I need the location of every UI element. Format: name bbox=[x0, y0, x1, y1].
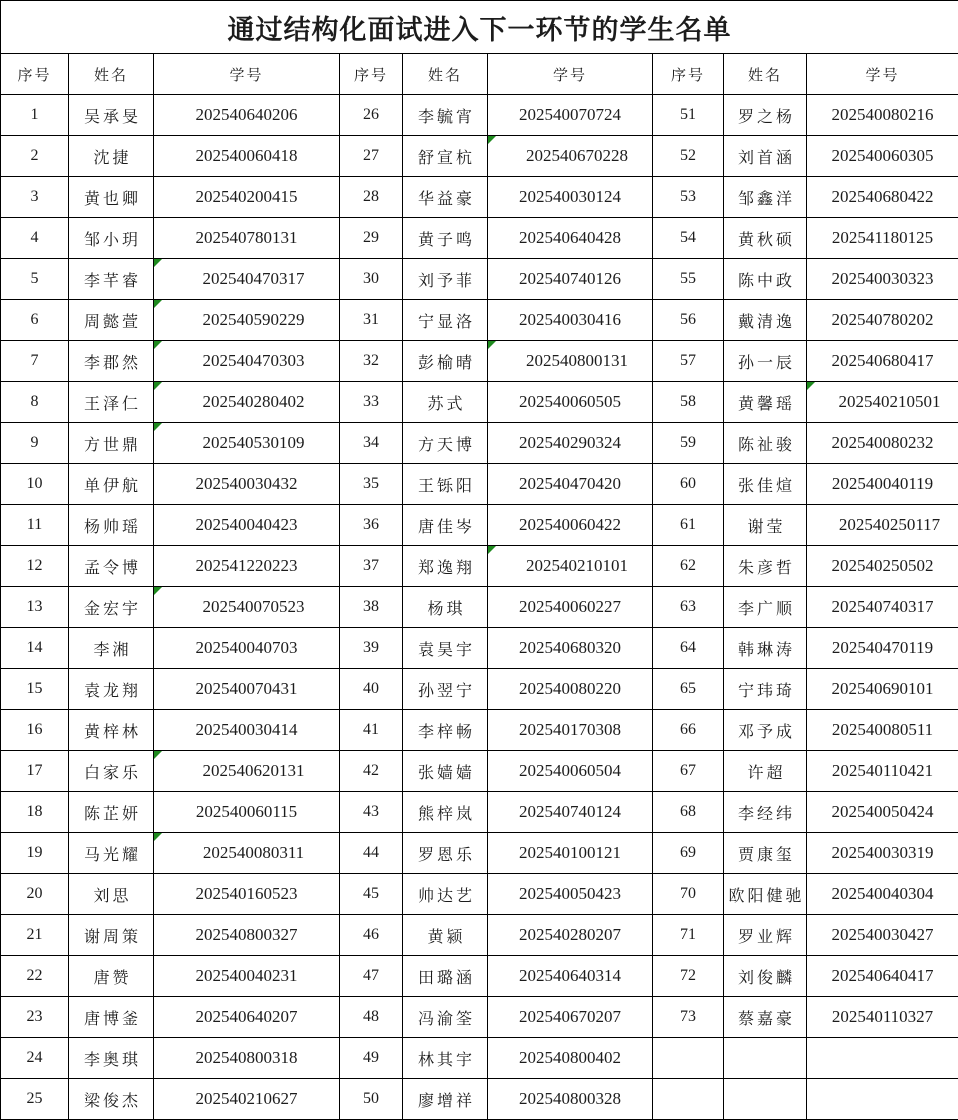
table-body bbox=[1, 95, 958, 1120]
student-name-cell: 欧阳健驰 bbox=[724, 874, 807, 915]
student-name-cell: 杨琪 bbox=[403, 587, 488, 628]
serial-number-cell: 48 bbox=[340, 997, 403, 1038]
serial-number-cell: 39 bbox=[340, 628, 403, 669]
student-id-cell: 202540640207 bbox=[154, 997, 340, 1038]
serial-number-cell: 17 bbox=[1, 751, 69, 792]
serial-number-cell: 65 bbox=[653, 669, 724, 710]
student-id-cell: 202541180125 bbox=[807, 218, 958, 259]
student-id-cell: 202540080511 bbox=[807, 710, 958, 751]
serial-number-cell: 6 bbox=[1, 300, 69, 341]
student-id-cell: 202540040423 bbox=[154, 505, 340, 546]
student-id-cell: 202540640314 bbox=[488, 956, 653, 997]
student-id-cell: 202540050424 bbox=[807, 792, 958, 833]
student-id-cell: 202540800402 bbox=[488, 1038, 653, 1079]
table-row bbox=[1, 95, 958, 136]
student-id-cell: 202540070431 bbox=[154, 669, 340, 710]
student-name-cell: 李梓畅 bbox=[403, 710, 488, 751]
student-name-cell: 李芊睿 bbox=[69, 259, 154, 300]
student-id-cell: 202541220223 bbox=[154, 546, 340, 587]
student-id-cell: 202540470420 bbox=[488, 464, 653, 505]
student-name-cell: 熊梓岚 bbox=[403, 792, 488, 833]
student-name-cell: 刘首涵 bbox=[724, 136, 807, 177]
student-name-cell: 袁龙翔 bbox=[69, 669, 154, 710]
student-id-cell: 202540800318 bbox=[154, 1038, 340, 1079]
student-id-cell: 202540040119 bbox=[807, 464, 958, 505]
serial-number-cell: 73 bbox=[653, 997, 724, 1038]
student-id-cell: 202540080220 bbox=[488, 669, 653, 710]
student-name-cell: 李奥琪 bbox=[69, 1038, 154, 1079]
serial-number-cell: 44 bbox=[340, 833, 403, 874]
column-header-name: 姓名 bbox=[403, 54, 488, 95]
serial-number-cell: 56 bbox=[653, 300, 724, 341]
column-header-row bbox=[1, 54, 958, 95]
student-name-cell: 戴清逸 bbox=[724, 300, 807, 341]
column-header-student-id: 学号 bbox=[807, 54, 958, 95]
serial-number-cell: 49 bbox=[340, 1038, 403, 1079]
table-row bbox=[1, 382, 958, 423]
student-id-cell: 202540040304 bbox=[807, 874, 958, 915]
serial-number-cell: 32 bbox=[340, 341, 403, 382]
student-id-cell: 202540780131 bbox=[154, 218, 340, 259]
student-name-cell: 刘思 bbox=[69, 874, 154, 915]
student-name-cell: 郑逸翔 bbox=[403, 546, 488, 587]
serial-number-cell: 14 bbox=[1, 628, 69, 669]
student-id-cell: 202540680417 bbox=[807, 341, 958, 382]
serial-number-cell: 35 bbox=[340, 464, 403, 505]
student-id-cell: 202540030319 bbox=[807, 833, 958, 874]
serial-number-cell: 30 bbox=[340, 259, 403, 300]
serial-number-cell: 18 bbox=[1, 792, 69, 833]
student-name-cell: 蔡嘉豪 bbox=[724, 997, 807, 1038]
student-id-cell: 202540040703 bbox=[154, 628, 340, 669]
student-id-cell: 202540280402 bbox=[154, 382, 340, 423]
serial-number-cell: 51 bbox=[653, 95, 724, 136]
student-id-cell: 202540740126 bbox=[488, 259, 653, 300]
serial-number-cell: 60 bbox=[653, 464, 724, 505]
student-name-cell: 单伊航 bbox=[69, 464, 154, 505]
student-name-cell: 田璐涵 bbox=[403, 956, 488, 997]
table-row bbox=[1, 464, 958, 505]
serial-number-cell: 63 bbox=[653, 587, 724, 628]
student-name-cell: 唐佳岑 bbox=[403, 505, 488, 546]
student-id-cell: 202540680320 bbox=[488, 628, 653, 669]
serial-number-cell: 16 bbox=[1, 710, 69, 751]
table-row bbox=[1, 177, 958, 218]
student-id-cell: 202540470317 bbox=[154, 259, 340, 300]
student-id-cell bbox=[807, 1079, 958, 1120]
student-id-cell: 202540030416 bbox=[488, 300, 653, 341]
column-header-name: 姓名 bbox=[724, 54, 807, 95]
student-id-cell: 202540800327 bbox=[154, 915, 340, 956]
cell-error-flag-triangle-icon bbox=[154, 833, 162, 841]
serial-number-cell: 12 bbox=[1, 546, 69, 587]
student-name-cell: 冯渝筌 bbox=[403, 997, 488, 1038]
student-id-cell: 202540640417 bbox=[807, 956, 958, 997]
student-name-cell: 谢莹 bbox=[724, 505, 807, 546]
student-name-cell: 黄颍 bbox=[403, 915, 488, 956]
student-id-cell: 202540030432 bbox=[154, 464, 340, 505]
serial-number-cell: 38 bbox=[340, 587, 403, 628]
student-name-cell: 李湘 bbox=[69, 628, 154, 669]
serial-number-cell: 43 bbox=[340, 792, 403, 833]
student-name-cell: 方天博 bbox=[403, 423, 488, 464]
cell-error-flag-triangle-icon bbox=[154, 382, 162, 390]
table-row bbox=[1, 833, 958, 874]
student-name-cell: 韩琳涛 bbox=[724, 628, 807, 669]
serial-number-cell: 5 bbox=[1, 259, 69, 300]
student-id-cell: 202540470119 bbox=[807, 628, 958, 669]
serial-number-cell: 20 bbox=[1, 874, 69, 915]
serial-number-cell: 71 bbox=[653, 915, 724, 956]
serial-number-cell: 28 bbox=[340, 177, 403, 218]
table-row bbox=[1, 136, 958, 177]
student-name-cell: 罗恩乐 bbox=[403, 833, 488, 874]
table-row bbox=[1, 1079, 958, 1120]
serial-number-cell: 42 bbox=[340, 751, 403, 792]
student-id-cell: 202540250502 bbox=[807, 546, 958, 587]
table-row bbox=[1, 874, 958, 915]
student-id-cell: 202540210101 bbox=[488, 546, 653, 587]
cell-error-flag-triangle-icon bbox=[154, 751, 162, 759]
student-id-cell: 202540030427 bbox=[807, 915, 958, 956]
student-id-cell: 202540780202 bbox=[807, 300, 958, 341]
student-id-cell: 202540210627 bbox=[154, 1079, 340, 1120]
student-id-cell: 202540670228 bbox=[488, 136, 653, 177]
student-id-cell: 202540200415 bbox=[154, 177, 340, 218]
student-id-cell: 202540160523 bbox=[154, 874, 340, 915]
student-id-cell: 202540060418 bbox=[154, 136, 340, 177]
cell-error-flag-triangle-icon bbox=[488, 546, 496, 554]
serial-number-cell: 26 bbox=[340, 95, 403, 136]
serial-number-cell: 41 bbox=[340, 710, 403, 751]
page-title: 通过结构化面试进入下一环节的学生名单 bbox=[1, 1, 958, 54]
serial-number-cell: 10 bbox=[1, 464, 69, 505]
student-name-cell: 罗之杨 bbox=[724, 95, 807, 136]
student-id-cell: 202540060115 bbox=[154, 792, 340, 833]
table-row bbox=[1, 423, 958, 464]
cell-error-flag-triangle-icon bbox=[154, 300, 162, 308]
student-name-cell: 李广顺 bbox=[724, 587, 807, 628]
student-name-cell: 黄秋硕 bbox=[724, 218, 807, 259]
serial-number-cell: 53 bbox=[653, 177, 724, 218]
table-row bbox=[1, 751, 958, 792]
serial-number-cell: 9 bbox=[1, 423, 69, 464]
student-id-cell: 202540640206 bbox=[154, 95, 340, 136]
student-id-cell: 202540030124 bbox=[488, 177, 653, 218]
student-id-cell: 202540050423 bbox=[488, 874, 653, 915]
cell-error-flag-triangle-icon bbox=[154, 587, 162, 595]
serial-number-cell: 64 bbox=[653, 628, 724, 669]
serial-number-cell: 57 bbox=[653, 341, 724, 382]
serial-number-cell: 45 bbox=[340, 874, 403, 915]
serial-number-cell: 46 bbox=[340, 915, 403, 956]
student-id-cell: 202540250117 bbox=[807, 505, 958, 546]
table-row bbox=[1, 259, 958, 300]
serial-number-cell: 69 bbox=[653, 833, 724, 874]
table-row bbox=[1, 341, 958, 382]
serial-number-cell: 34 bbox=[340, 423, 403, 464]
serial-number-cell bbox=[653, 1038, 724, 1079]
student-id-cell: 202540800328 bbox=[488, 1079, 653, 1120]
student-id-cell: 202540670207 bbox=[488, 997, 653, 1038]
column-header-student-id: 学号 bbox=[488, 54, 653, 95]
student-name-cell: 唐赞 bbox=[69, 956, 154, 997]
table-row bbox=[1, 546, 958, 587]
student-id-cell: 202540110327 bbox=[807, 997, 958, 1038]
student-name-cell: 谢周策 bbox=[69, 915, 154, 956]
student-name-cell: 陈中政 bbox=[724, 259, 807, 300]
student-name-cell: 廖增祥 bbox=[403, 1079, 488, 1120]
serial-number-cell: 22 bbox=[1, 956, 69, 997]
student-id-cell: 202540640428 bbox=[488, 218, 653, 259]
student-name-cell: 宁玮琦 bbox=[724, 669, 807, 710]
serial-number-cell: 52 bbox=[653, 136, 724, 177]
column-header-serial: 序号 bbox=[1, 54, 69, 95]
serial-number-cell: 15 bbox=[1, 669, 69, 710]
student-name-cell bbox=[724, 1079, 807, 1120]
student-name-cell bbox=[724, 1038, 807, 1079]
student-id-cell: 202540060505 bbox=[488, 382, 653, 423]
student-name-cell: 黄子鸣 bbox=[403, 218, 488, 259]
serial-number-cell: 72 bbox=[653, 956, 724, 997]
student-id-cell: 202540170308 bbox=[488, 710, 653, 751]
table-row bbox=[1, 1038, 958, 1079]
serial-number-cell: 67 bbox=[653, 751, 724, 792]
table-row bbox=[1, 710, 958, 751]
student-id-cell: 202540040231 bbox=[154, 956, 340, 997]
serial-number-cell: 3 bbox=[1, 177, 69, 218]
student-id-cell: 202540080311 bbox=[154, 833, 340, 874]
student-name-cell: 贾康玺 bbox=[724, 833, 807, 874]
student-name-cell: 孙翌宁 bbox=[403, 669, 488, 710]
serial-number-cell: 70 bbox=[653, 874, 724, 915]
student-id-cell: 202540060227 bbox=[488, 587, 653, 628]
serial-number-cell: 54 bbox=[653, 218, 724, 259]
student-id-cell: 202540070523 bbox=[154, 587, 340, 628]
student-name-cell: 陈芷妍 bbox=[69, 792, 154, 833]
student-id-cell bbox=[807, 1038, 958, 1079]
student-id-cell: 202540060504 bbox=[488, 751, 653, 792]
student-id-cell: 202540290324 bbox=[488, 423, 653, 464]
serial-number-cell: 1 bbox=[1, 95, 69, 136]
serial-number-cell: 23 bbox=[1, 997, 69, 1038]
serial-number-cell: 7 bbox=[1, 341, 69, 382]
student-id-cell: 202540110421 bbox=[807, 751, 958, 792]
student-id-cell: 202540530109 bbox=[154, 423, 340, 464]
student-id-cell: 202540030323 bbox=[807, 259, 958, 300]
serial-number-cell: 62 bbox=[653, 546, 724, 587]
table-row bbox=[1, 997, 958, 1038]
student-id-cell: 202540620131 bbox=[154, 751, 340, 792]
serial-number-cell: 27 bbox=[340, 136, 403, 177]
column-header-serial: 序号 bbox=[653, 54, 724, 95]
student-name-cell: 黄梓林 bbox=[69, 710, 154, 751]
student-name-cell: 马光耀 bbox=[69, 833, 154, 874]
student-name-cell: 张佳煊 bbox=[724, 464, 807, 505]
student-id-cell: 202540030414 bbox=[154, 710, 340, 751]
cell-error-flag-triangle-icon bbox=[807, 382, 815, 390]
student-id-cell: 202540800131 bbox=[488, 341, 653, 382]
serial-number-cell: 47 bbox=[340, 956, 403, 997]
serial-number-cell: 50 bbox=[340, 1079, 403, 1120]
student-id-cell: 202540470303 bbox=[154, 341, 340, 382]
serial-number-cell: 11 bbox=[1, 505, 69, 546]
student-name-cell: 林其宇 bbox=[403, 1038, 488, 1079]
student-id-cell: 202540070724 bbox=[488, 95, 653, 136]
serial-number-cell: 13 bbox=[1, 587, 69, 628]
table-row bbox=[1, 628, 958, 669]
student-name-cell: 唐博釜 bbox=[69, 997, 154, 1038]
student-name-cell: 袁昊宇 bbox=[403, 628, 488, 669]
student-name-cell: 李毓宵 bbox=[403, 95, 488, 136]
serial-number-cell: 29 bbox=[340, 218, 403, 259]
student-id-cell: 202540060305 bbox=[807, 136, 958, 177]
student-name-cell: 罗业辉 bbox=[724, 915, 807, 956]
student-id-cell: 202540680422 bbox=[807, 177, 958, 218]
student-name-cell: 张嫱嫱 bbox=[403, 751, 488, 792]
table-row bbox=[1, 505, 958, 546]
student-name-cell: 朱彦哲 bbox=[724, 546, 807, 587]
serial-number-cell: 58 bbox=[653, 382, 724, 423]
student-name-cell: 黄也卿 bbox=[69, 177, 154, 218]
student-id-cell: 202540740317 bbox=[807, 587, 958, 628]
serial-number-cell: 33 bbox=[340, 382, 403, 423]
table-row bbox=[1, 669, 958, 710]
column-header-serial: 序号 bbox=[340, 54, 403, 95]
cell-error-flag-triangle-icon bbox=[488, 341, 496, 349]
student-id-cell: 202540080216 bbox=[807, 95, 958, 136]
student-name-cell: 孟令博 bbox=[69, 546, 154, 587]
student-name-cell: 许超 bbox=[724, 751, 807, 792]
cell-error-flag-triangle-icon bbox=[154, 423, 162, 431]
serial-number-cell: 36 bbox=[340, 505, 403, 546]
student-name-cell: 沈捷 bbox=[69, 136, 154, 177]
column-header-student-id: 学号 bbox=[154, 54, 340, 95]
cell-error-flag-triangle-icon bbox=[154, 341, 162, 349]
student-id-cell: 202540100121 bbox=[488, 833, 653, 874]
student-name-cell: 彭榆晴 bbox=[403, 341, 488, 382]
serial-number-cell: 68 bbox=[653, 792, 724, 833]
student-name-cell: 刘俊麟 bbox=[724, 956, 807, 997]
table-row bbox=[1, 218, 958, 259]
student-name-cell: 华益豪 bbox=[403, 177, 488, 218]
student-name-cell: 金宏宇 bbox=[69, 587, 154, 628]
student-name-cell: 吴承旻 bbox=[69, 95, 154, 136]
student-name-cell: 陈祉骏 bbox=[724, 423, 807, 464]
student-id-cell: 202540060422 bbox=[488, 505, 653, 546]
student-name-cell: 黄馨瑶 bbox=[724, 382, 807, 423]
serial-number-cell: 25 bbox=[1, 1079, 69, 1120]
student-name-cell: 李经纬 bbox=[724, 792, 807, 833]
student-id-cell: 202540590229 bbox=[154, 300, 340, 341]
serial-number-cell: 61 bbox=[653, 505, 724, 546]
serial-number-cell: 31 bbox=[340, 300, 403, 341]
student-name-cell: 苏式 bbox=[403, 382, 488, 423]
serial-number-cell: 8 bbox=[1, 382, 69, 423]
student-name-cell: 邹鑫洋 bbox=[724, 177, 807, 218]
cell-error-flag-triangle-icon bbox=[154, 259, 162, 267]
serial-number-cell: 55 bbox=[653, 259, 724, 300]
serial-number-cell: 24 bbox=[1, 1038, 69, 1079]
student-id-cell: 202540280207 bbox=[488, 915, 653, 956]
student-name-cell: 邹小玥 bbox=[69, 218, 154, 259]
student-id-cell: 202540740124 bbox=[488, 792, 653, 833]
serial-number-cell: 21 bbox=[1, 915, 69, 956]
student-name-cell: 杨帅瑶 bbox=[69, 505, 154, 546]
cell-error-flag-triangle-icon bbox=[488, 136, 496, 144]
student-id-cell: 202540080232 bbox=[807, 423, 958, 464]
student-name-cell: 舒宣杭 bbox=[403, 136, 488, 177]
student-id-cell: 202540690101 bbox=[807, 669, 958, 710]
student-name-cell: 刘予菲 bbox=[403, 259, 488, 300]
table-row bbox=[1, 300, 958, 341]
student-name-cell: 方世鼎 bbox=[69, 423, 154, 464]
student-name-cell: 王泽仁 bbox=[69, 382, 154, 423]
student-name-cell: 王铄阳 bbox=[403, 464, 488, 505]
serial-number-cell bbox=[653, 1079, 724, 1120]
student-name-cell: 帅达艺 bbox=[403, 874, 488, 915]
student-name-cell: 宁显洛 bbox=[403, 300, 488, 341]
student-name-cell: 邓予成 bbox=[724, 710, 807, 751]
serial-number-cell: 40 bbox=[340, 669, 403, 710]
table-row bbox=[1, 915, 958, 956]
serial-number-cell: 59 bbox=[653, 423, 724, 464]
serial-number-cell: 4 bbox=[1, 218, 69, 259]
serial-number-cell: 66 bbox=[653, 710, 724, 751]
student-name-cell: 周懿萱 bbox=[69, 300, 154, 341]
student-name-cell: 白家乐 bbox=[69, 751, 154, 792]
student-name-cell: 孙一辰 bbox=[724, 341, 807, 382]
title-row bbox=[1, 1, 958, 54]
table-row bbox=[1, 587, 958, 628]
student-id-cell: 202540210501 bbox=[807, 382, 958, 423]
serial-number-cell: 37 bbox=[340, 546, 403, 587]
table-row bbox=[1, 792, 958, 833]
column-header-name: 姓名 bbox=[69, 54, 154, 95]
table-row bbox=[1, 956, 958, 997]
student-name-cell: 梁俊杰 bbox=[69, 1079, 154, 1120]
serial-number-cell: 2 bbox=[1, 136, 69, 177]
student-name-cell: 李郡然 bbox=[69, 341, 154, 382]
serial-number-cell: 19 bbox=[1, 833, 69, 874]
